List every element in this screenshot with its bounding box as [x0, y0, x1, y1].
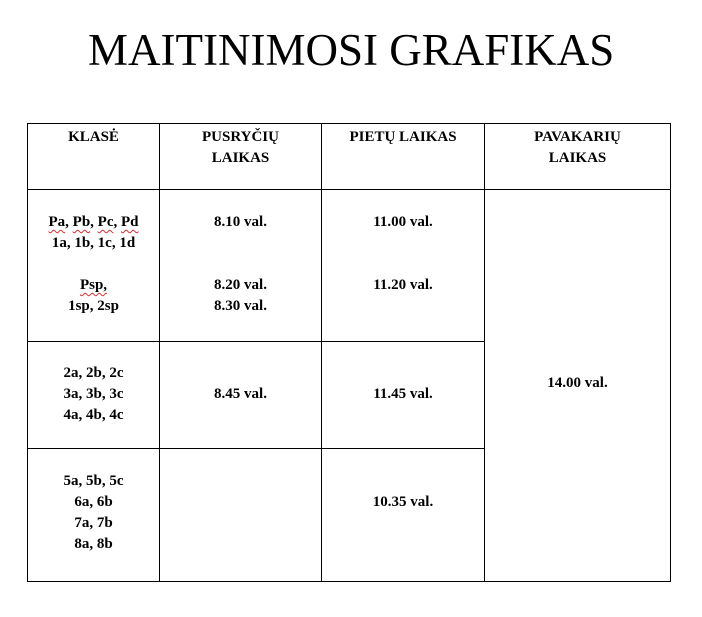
lunch-time: 10.35 val.: [372, 494, 434, 510]
header-breakfast-line1: PUSRYČIŲ: [202, 129, 279, 145]
breakfast-cell: [160, 342, 322, 449]
header-row: [28, 124, 671, 190]
breakfast-time: 8.30 val.: [214, 298, 267, 314]
breakfast-time: 8.10 val.: [214, 214, 267, 230]
header-class: [28, 124, 160, 190]
header-snack: [485, 124, 671, 190]
header-lunch-label: PIETŲ LAIKAS: [349, 129, 457, 145]
class-line: 7a, 7b: [74, 515, 113, 531]
class-cell: [28, 342, 160, 449]
breakfast-cell-empty: [160, 449, 322, 582]
class-cell: [28, 190, 160, 342]
header-breakfast-line2: LAIKAS: [211, 150, 270, 166]
header-breakfast: [160, 124, 322, 190]
class-line: 8a, 8b: [74, 536, 113, 552]
class-line: 5a, 5b, 5c: [63, 473, 124, 489]
class-line: 4a, 4b, 4c: [63, 407, 124, 423]
breakfast-time: 8.20 val.: [214, 277, 267, 293]
lunch-cell: [322, 449, 485, 582]
lunch-cell: [322, 190, 485, 342]
lunch-time: 11.45 val.: [373, 386, 433, 402]
lunch-time: 11.00 val.: [373, 214, 433, 230]
snack-time: 14.00 val.: [547, 375, 608, 391]
breakfast-time: 8.45 val.: [214, 386, 267, 402]
class-line: Pa, Pb, Pc, Pd: [48, 214, 139, 230]
header-lunch: [322, 124, 485, 190]
lunch-time: 11.20 val.: [373, 277, 433, 293]
class-line: 1a, 1b, 1c, 1d: [51, 235, 136, 251]
header-snack-line2: LAIKAS: [548, 150, 607, 166]
table-row: [28, 190, 671, 342]
snack-cell: [485, 190, 671, 582]
page-title: MAITINIMOSI GRAFIKAS: [88, 25, 615, 75]
class-line: 6a, 6b: [74, 494, 113, 510]
breakfast-cell: [160, 190, 322, 342]
class-line: 3a, 3b, 3c: [63, 386, 124, 402]
class-cell: [28, 449, 160, 582]
class-line: 2a, 2b, 2c: [63, 365, 124, 381]
header-class-label: KLASĖ: [68, 129, 119, 145]
class-line: 1sp, 2sp: [68, 298, 119, 314]
lunch-cell: [322, 342, 485, 449]
header-snack-line1: PAVAKARIŲ: [534, 129, 621, 145]
meal-schedule-table: [27, 123, 671, 582]
class-line: Psp,: [79, 277, 108, 293]
